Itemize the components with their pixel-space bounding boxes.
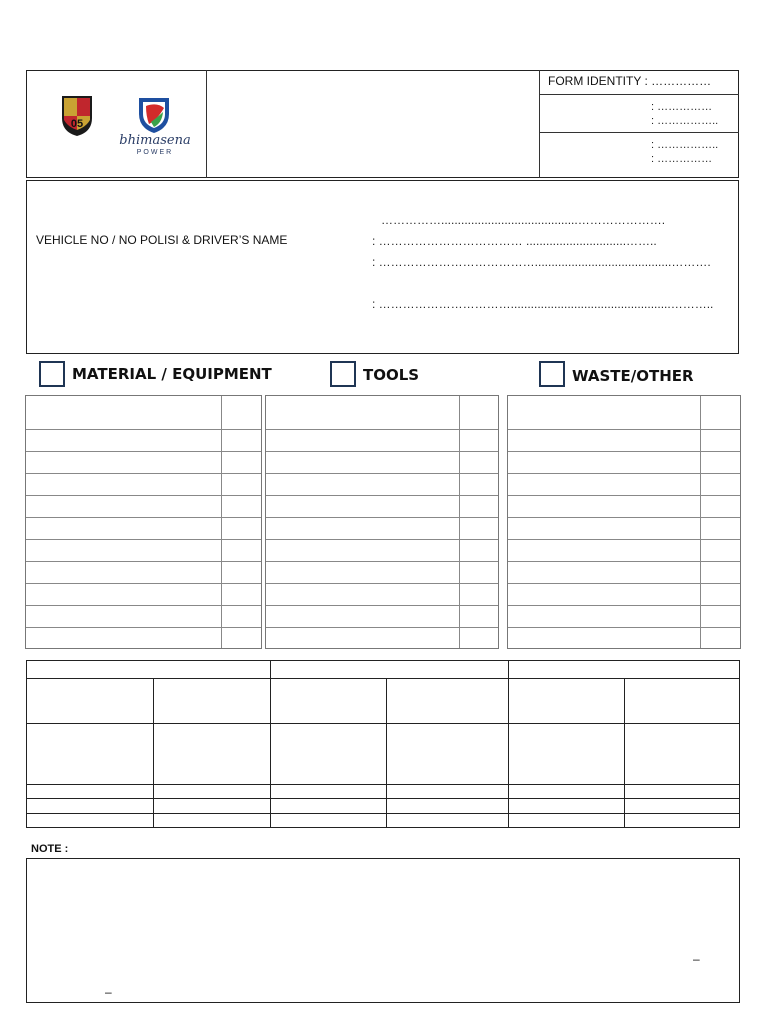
- table-row: [26, 605, 261, 606]
- vehicle-line-1[interactable]: …………….........................................………………….: [381, 213, 666, 227]
- table-row: [266, 583, 498, 584]
- table-row: [26, 495, 261, 496]
- material-equipment-label: MATERIAL / EQUIPMENT: [72, 365, 272, 383]
- table-row: [26, 473, 261, 474]
- note-mark-right: –: [693, 952, 700, 966]
- waste-other-checkbox[interactable]: [539, 361, 565, 387]
- table-row: [26, 627, 261, 628]
- header-divider-right: [539, 70, 540, 178]
- qty-column-divider: [221, 396, 222, 648]
- table-row: [266, 561, 498, 562]
- material-equipment-checkbox[interactable]: [39, 361, 65, 387]
- approval-row-line: [27, 784, 739, 785]
- qty-column-divider: [700, 396, 701, 648]
- approval-header-line: [27, 678, 739, 679]
- approval-subcol-divider: [386, 678, 387, 827]
- table-row: [266, 473, 498, 474]
- header-row-line-1: [539, 94, 739, 95]
- table-row: [508, 539, 740, 540]
- brand-name: bhimasena: [119, 133, 191, 148]
- table-row: [508, 517, 740, 518]
- table-row: [508, 473, 740, 474]
- approval-subcol-divider: [153, 678, 154, 827]
- table-row: [266, 429, 498, 430]
- tools-table: [265, 395, 499, 649]
- note-mark-left: –: [105, 985, 112, 999]
- table-row: [26, 517, 261, 518]
- approval-group-divider: [508, 661, 509, 827]
- table-row: [508, 583, 740, 584]
- note-label: NOTE :: [31, 843, 69, 855]
- qty-column-divider: [459, 396, 460, 648]
- vehicle-line-4[interactable]: : ……………………………................................................………..: [372, 297, 714, 311]
- approval-table: [26, 660, 740, 828]
- approval-row-line: [27, 813, 739, 814]
- approval-group-divider: [270, 661, 271, 827]
- meta-line-3: : ……………..: [651, 139, 719, 151]
- tools-label: TOOLS: [363, 366, 420, 384]
- table-row: [26, 429, 261, 430]
- table-row: [26, 539, 261, 540]
- table-row: [266, 627, 498, 628]
- waste-other-label: WASTE/OTHER: [572, 367, 694, 385]
- table-row: [26, 451, 261, 452]
- meta-line-4: : ……………: [651, 153, 713, 165]
- table-row: [266, 495, 498, 496]
- waste-other-table: [507, 395, 741, 649]
- table-row: [266, 517, 498, 518]
- material-equipment-table: [25, 395, 262, 649]
- brand-logo: [112, 96, 198, 158]
- vehicle-line-3[interactable]: : ………………………………….........................................……….: [372, 255, 711, 269]
- table-row: [508, 429, 740, 430]
- approval-row-line: [27, 798, 739, 799]
- tools-checkbox[interactable]: [330, 361, 356, 387]
- table-row: [508, 451, 740, 452]
- meta-line-1: : ……………: [651, 101, 713, 113]
- table-row: [508, 627, 740, 628]
- note-box[interactable]: [26, 858, 740, 1003]
- company-logo-left: [60, 94, 94, 138]
- logo-left-text: 05: [70, 118, 84, 130]
- table-row: [26, 561, 261, 562]
- table-row: [266, 605, 498, 606]
- brand-subtitle: POWER: [136, 149, 174, 156]
- vehicle-label: VEHICLE NO / NO POLISI & DRIVER’S NAME: [36, 233, 288, 247]
- approval-row-line: [27, 723, 739, 724]
- table-row: [508, 495, 740, 496]
- meta-line-2: : ……………..: [651, 115, 719, 127]
- form-identity-label: FORM IDENTITY : ……………: [548, 74, 712, 88]
- header-divider-left: [206, 70, 207, 178]
- table-row: [26, 583, 261, 584]
- approval-subcol-divider: [624, 678, 625, 827]
- header-row-line-2: [539, 132, 739, 133]
- table-row: [508, 605, 740, 606]
- table-row: [266, 539, 498, 540]
- table-row: [508, 561, 740, 562]
- table-row: [266, 451, 498, 452]
- vehicle-line-2[interactable]: : ……………………………… ..............................……..: [372, 234, 657, 248]
